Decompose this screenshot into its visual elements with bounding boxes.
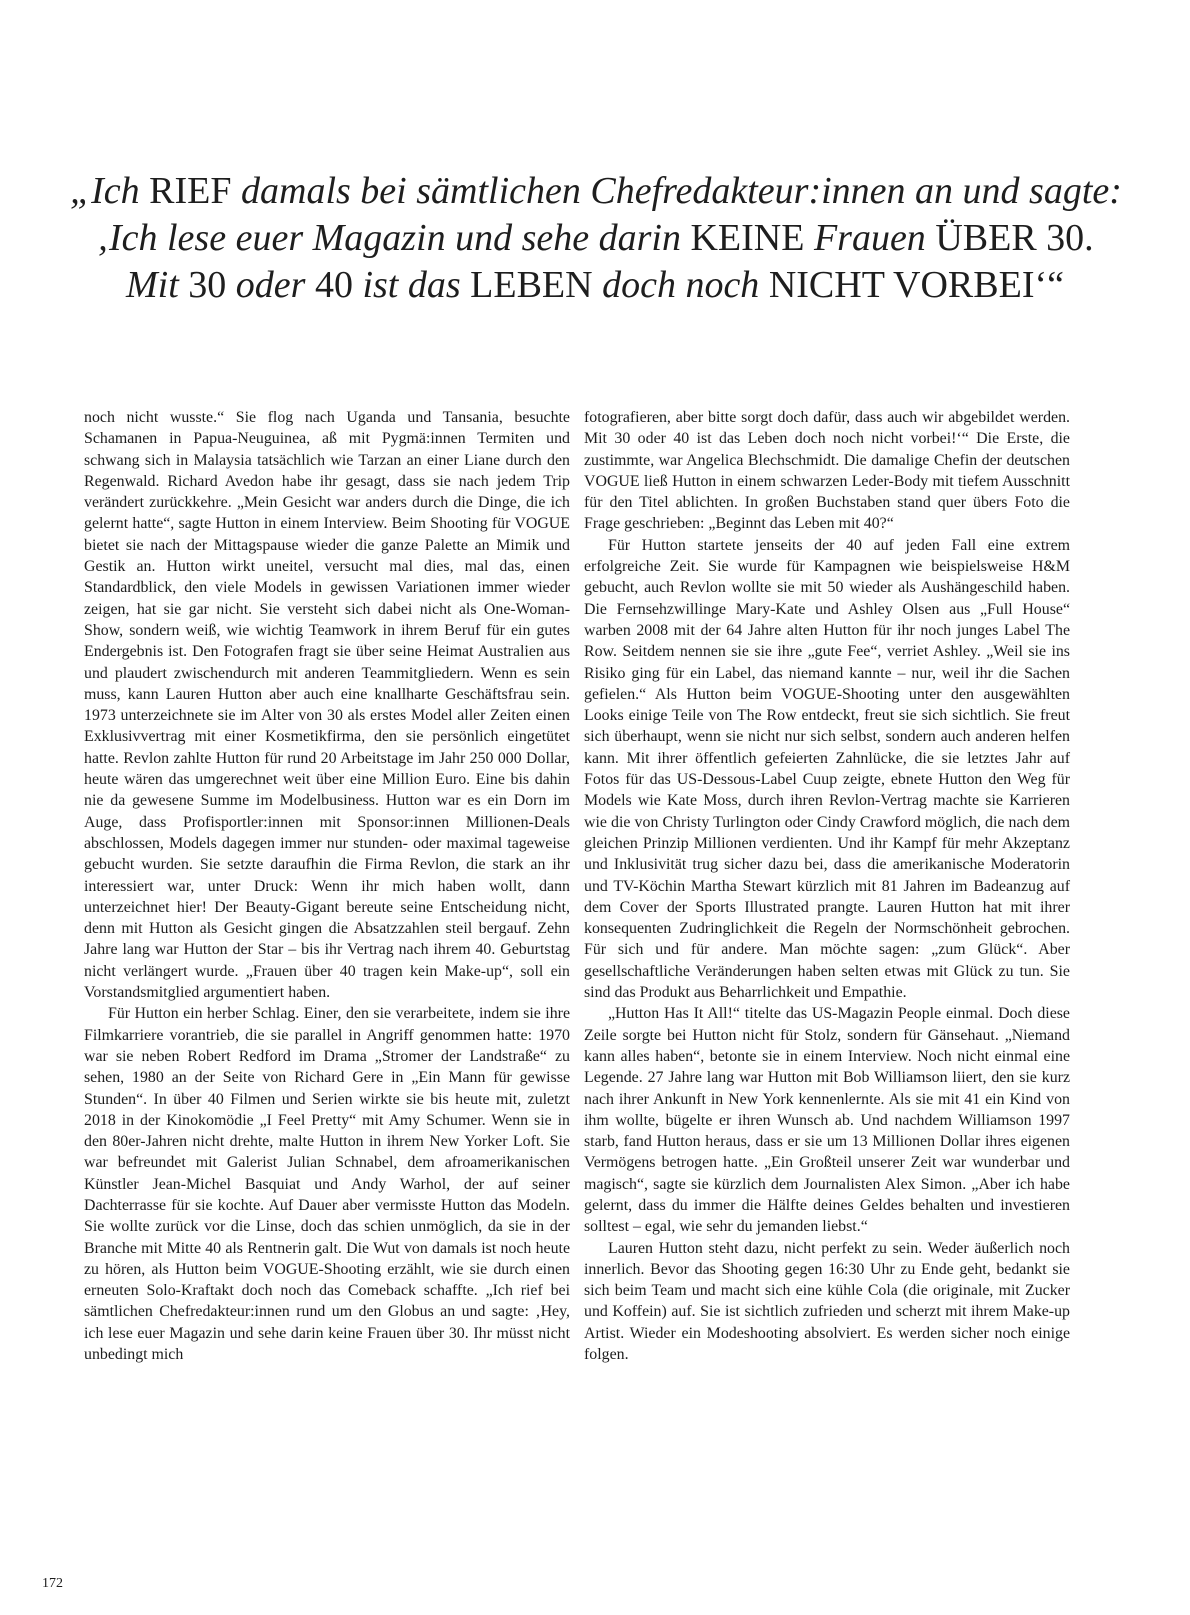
article-paragraph: Für Hutton startete jenseits der 40 auf jeden Fall eine extrem erfolgreiche Zeit. Sie wurde für Kampagnen wie beispielsweise H&M gebucht, auch Revlon wollte sie mit 50 wieder als Aushängeschild haben. Die Fernsehzwillinge Mary-Kate und Ashley Olsen aus „Full House“ warben 2008 mit der 64 Jahre alten Hutton für ihr noch junges Label The Row. Seitdem nennen sie sie ihre „gute Fee“, verriet Ashley. „Weil sie ins Risiko ging für ein Label, das niemand kannte – nur, weil ihr die Sachen gefielen.“ Als Hutton beim VOGUE-Shooting unter den ausgewählten Looks einige Teile von The Row entdeckt, freut sie sich sichtlich. Sie freut sich überhaupt, wenn sie nicht nur sich selbst, sondern auch anderen helfen kann. Mit ihrer öffentlich gefeierten Zahnlücke, die sie letztes Jahr auf Fotos für das US-Dessous-Label Cuup zeigte, ebnete Hutton den Weg für Models wie Kate Moss, durch ihren Revlon-Vertrag machte sie Karrieren wie die von Christy Turlington oder Cindy Crawford möglich, die nach dem gleichen Prinzip Millionen verdienten. Und ihr Kampf für mehr Akzeptanz und Inklusivität trug sicher dazu bei, dass die amerikanische Moderatorin und TV-Köchin Martha Stewart kürzlich mit 81 Jahren im Badeanzug auf dem Cover der Sports Illustrated prangte. Lauren Hutton hat mit ihrer konsequenten Zudringlichkeit die Regeln der Normschönheit gebrochen. Für sich und für andere. Man möchte sagen: „zum Glück“. Aber gesellschaftliche Veränderungen haben selten etwas mit Glück zu tun. Sie sind das Produkt aus Beharrlichkeit und Empathie. <box>584 536 1070 1002</box>
quote-segment: NICHT VORBEI‘“ <box>768 264 1064 306</box>
article-paragraph: Für Hutton ein herber Schlag. Einer, den sie verarbeitete, indem sie ihre Filmkarriere vorantrieb, die sie parallel in Angriff genommen hatte: 1970 war sie neben Robert Redford im Drama „Stromer der Landstraße“ zu sehen, 1980 an der Seite von Richard Gere in „Ein Mann für gewisse Stunden“. In über 40 Filmen und Serien wirkte sie bis heute mit, zuletzt 2018 in der Kinokomödie „I Feel Pretty“ mit Amy Schumer. Wenn sie in den 80er-Jahren nicht drehte, malte Hutton in ihrem New Yorker Loft. Sie war befreundet mit Galerist Julian Schnabel, dem afroamerikanischen Künstler Jean-Michel Basquiat und Andy Warhol, der auf seiner Dachterrasse für sie kochte. Auf Dauer aber vermisste Hutton das Modeln. Sie wollte zurück vor die Linse, doch das schien unmöglich, da sie in der Branche mit Mitte 40 als Rentnerin galt. Die Wut von damals ist noch heute zu hören, als Hutton beim VOGUE-Shooting erzählt, wie sie durch einen erneuten Solo-Kraftakt doch noch das Comeback schaffte. „Ich rief bei sämtlichen Chefredakteur:innen rund um den Globus an und sagte: ‚Hey, ich lese euer Magazin und sehe darin keine Frauen über 30. Ihr müsst nicht unbedingt mich <box>84 1005 570 1364</box>
quote-segment: ist das <box>362 264 471 306</box>
article-column-right <box>584 407 1070 1365</box>
pull-quote-line-3 <box>70 262 1120 309</box>
pull-quote <box>70 168 1120 309</box>
article-paragraph: noch nicht wusste.“ Sie flog nach Uganda und Tansania, besuchte Schamanen in Papua-Neuguinea, aß mit Pygmä:innen Termiten und schwang sich in Malaysia tatsächlich wie Tarzan an einer Liane durch den Regenwald. Richard Avedon habe ihr gesagt, dass sie nach jedem Trip verändert zurückkehre. „Mein Gesicht war anders durch die Dinge, die ich gelernt hatte“, sagte Hutton in einem Interview. Beim Shooting für VOGUE bietet sie nach der Mittagspause wieder die ganze Palette an Mimik und Gestik an. Hutton wirkt uneitel, versucht mal dies, mal das, einen Standardblick, den viele Models in gewissen Variationen immer wieder zeigen, hat sie gar nicht. Sie versteht sich dabei nicht als One-Woman-Show, sondern weiß, wie wichtig Teamwork in ihrem Beruf für ein gutes Endergebnis ist. Den Fotografen fragt sie über seine Heimat Australien aus und plaudert zwischendurch mit anderen Teammitgliedern. Wenn es sein muss, kann Lauren Hutton aber auch eine knallharte Geschäftsfrau sein. 1973 unterzeichnete sie im Alter von 30 als erstes Model aller Zeiten einen Exklusivvertrag mit einer Kosmetikfirma, den sie persönlich eingetütet hatte. Revlon zahlte Hutton für rund 20 Arbeitstage im Jahr 250 000 Dollar, heute wären das umgerechnet weit über eine Million Euro. Eine bis dahin nie da gewesene Summe im Modelbusiness. Hutton war es ein Dorn im Auge, dass Profisportler:innen mit Sponsor:innen Millionen-Deals abschlossen, Models dagegen immer nur stunden- oder maximal tageweise gebucht wurden. Sie setzte daraufhin die Firma Revlon, die stark an ihr interessiert war, unter Druck: Wenn ihr mich haben wollt, dann unterzeichnet hier! Der Beauty-Gigant bereute seine Entscheidung nicht, denn mit Hutton als Gesicht gingen die Absatzzahlen steil bergauf. Zehn Jahre lang war Hutton der Star – bis ihr Vertrag nach ihrem 40. Geburtstag nicht verlängert wurde. „Frauen über 40 tragen kein Make-up“, soll ein Vorstandsmitglied argumentiert haben. <box>84 409 570 1002</box>
quote-segment: 30 <box>188 264 236 306</box>
pull-quote-line-1 <box>70 168 1120 215</box>
quote-segment: 40 <box>314 264 363 306</box>
article-paragraph: fotografieren, aber bitte sorgt doch dafür, dass auch wir abgebildet werden. Mit 30 oder 40 ist das Leben doch noch nicht vorbei!‘“ Die Erste, die zustimmte, war Angelica Blechschmidt. Die damalige Chefin der deutschen VOGUE ließ Hutton in einem schwarzen Leder-Body mit tiefem Ausschnitt für den Titel ablichten. In großen Buchstaben stand quer übers Foto die Frage geschrieben: „Beginnt das Leben mit 40?“ <box>584 409 1070 533</box>
quote-segment: KEINE <box>690 217 814 259</box>
quote-segment: ÜBER 30. <box>935 217 1094 259</box>
quote-segment: doch noch <box>602 264 769 306</box>
page-number: 172 <box>42 1576 63 1591</box>
pull-quote-line-2 <box>70 215 1120 262</box>
quote-segment: Mit <box>126 264 189 306</box>
quote-segment: „Ich <box>70 170 150 212</box>
quote-segment: RIEF <box>149 170 242 212</box>
quote-segment: oder <box>235 264 315 306</box>
quote-segment: ‚Ich lese euer Magazin und sehe darin <box>96 217 691 259</box>
quote-segment: damals bei sämtlichen Chefredakteur:innen an und sagte: <box>241 170 1122 212</box>
quote-segment: Frauen <box>813 217 936 259</box>
article-paragraph: „Hutton Has It All!“ titelte das US-Magazin People einmal. Doch diese Zeile sorgte bei Hutton nicht für Stolz, sondern für Gänsehaut. „Niemand kann alles haben“, betonte sie in einem Interview. Noch nicht einmal eine Legende. 27 Jahre lang war Hutton mit Bob Williamson liiert, den sie kurz nach ihrer Ankunft in New York kennenlernte. Als sie mit 41 ein Kind von ihm wollte, bügelte er ihren Wunsch ab. Und nachdem Williamson 1997 starb, fand Hutton heraus, dass er sie um 13 Millionen Dollar ihres eigenen Vermögens betrogen hatte. „Ein Großteil unserer Zeit war wunderbar und magisch“, sagte sie kürzlich dem Journalisten Alex Simon. „Aber ich habe gelernt, dass du immer die Hälfte deines Geldes behalten und investieren solltest – egal, wie sehr du jemanden liebst.“ <box>584 1005 1070 1236</box>
article-paragraph: Lauren Hutton steht dazu, nicht perfekt zu sein. Weder äußerlich noch innerlich. Bevor das Shooting gegen 16:30 Uhr zu Ende geht, bedankt sie sich beim Team und macht sich eine kühle Cola (die originale, mit Zucker und Koffein) auf. Sie ist sichtlich zufrieden und scherzt mit ihrem Make-up Artist. Wieder ein Modeshooting absolviert. Es werden sicher noch einige folgen. <box>584 1239 1070 1364</box>
article-column-left <box>84 407 570 1365</box>
quote-segment: LEBEN <box>470 264 603 306</box>
